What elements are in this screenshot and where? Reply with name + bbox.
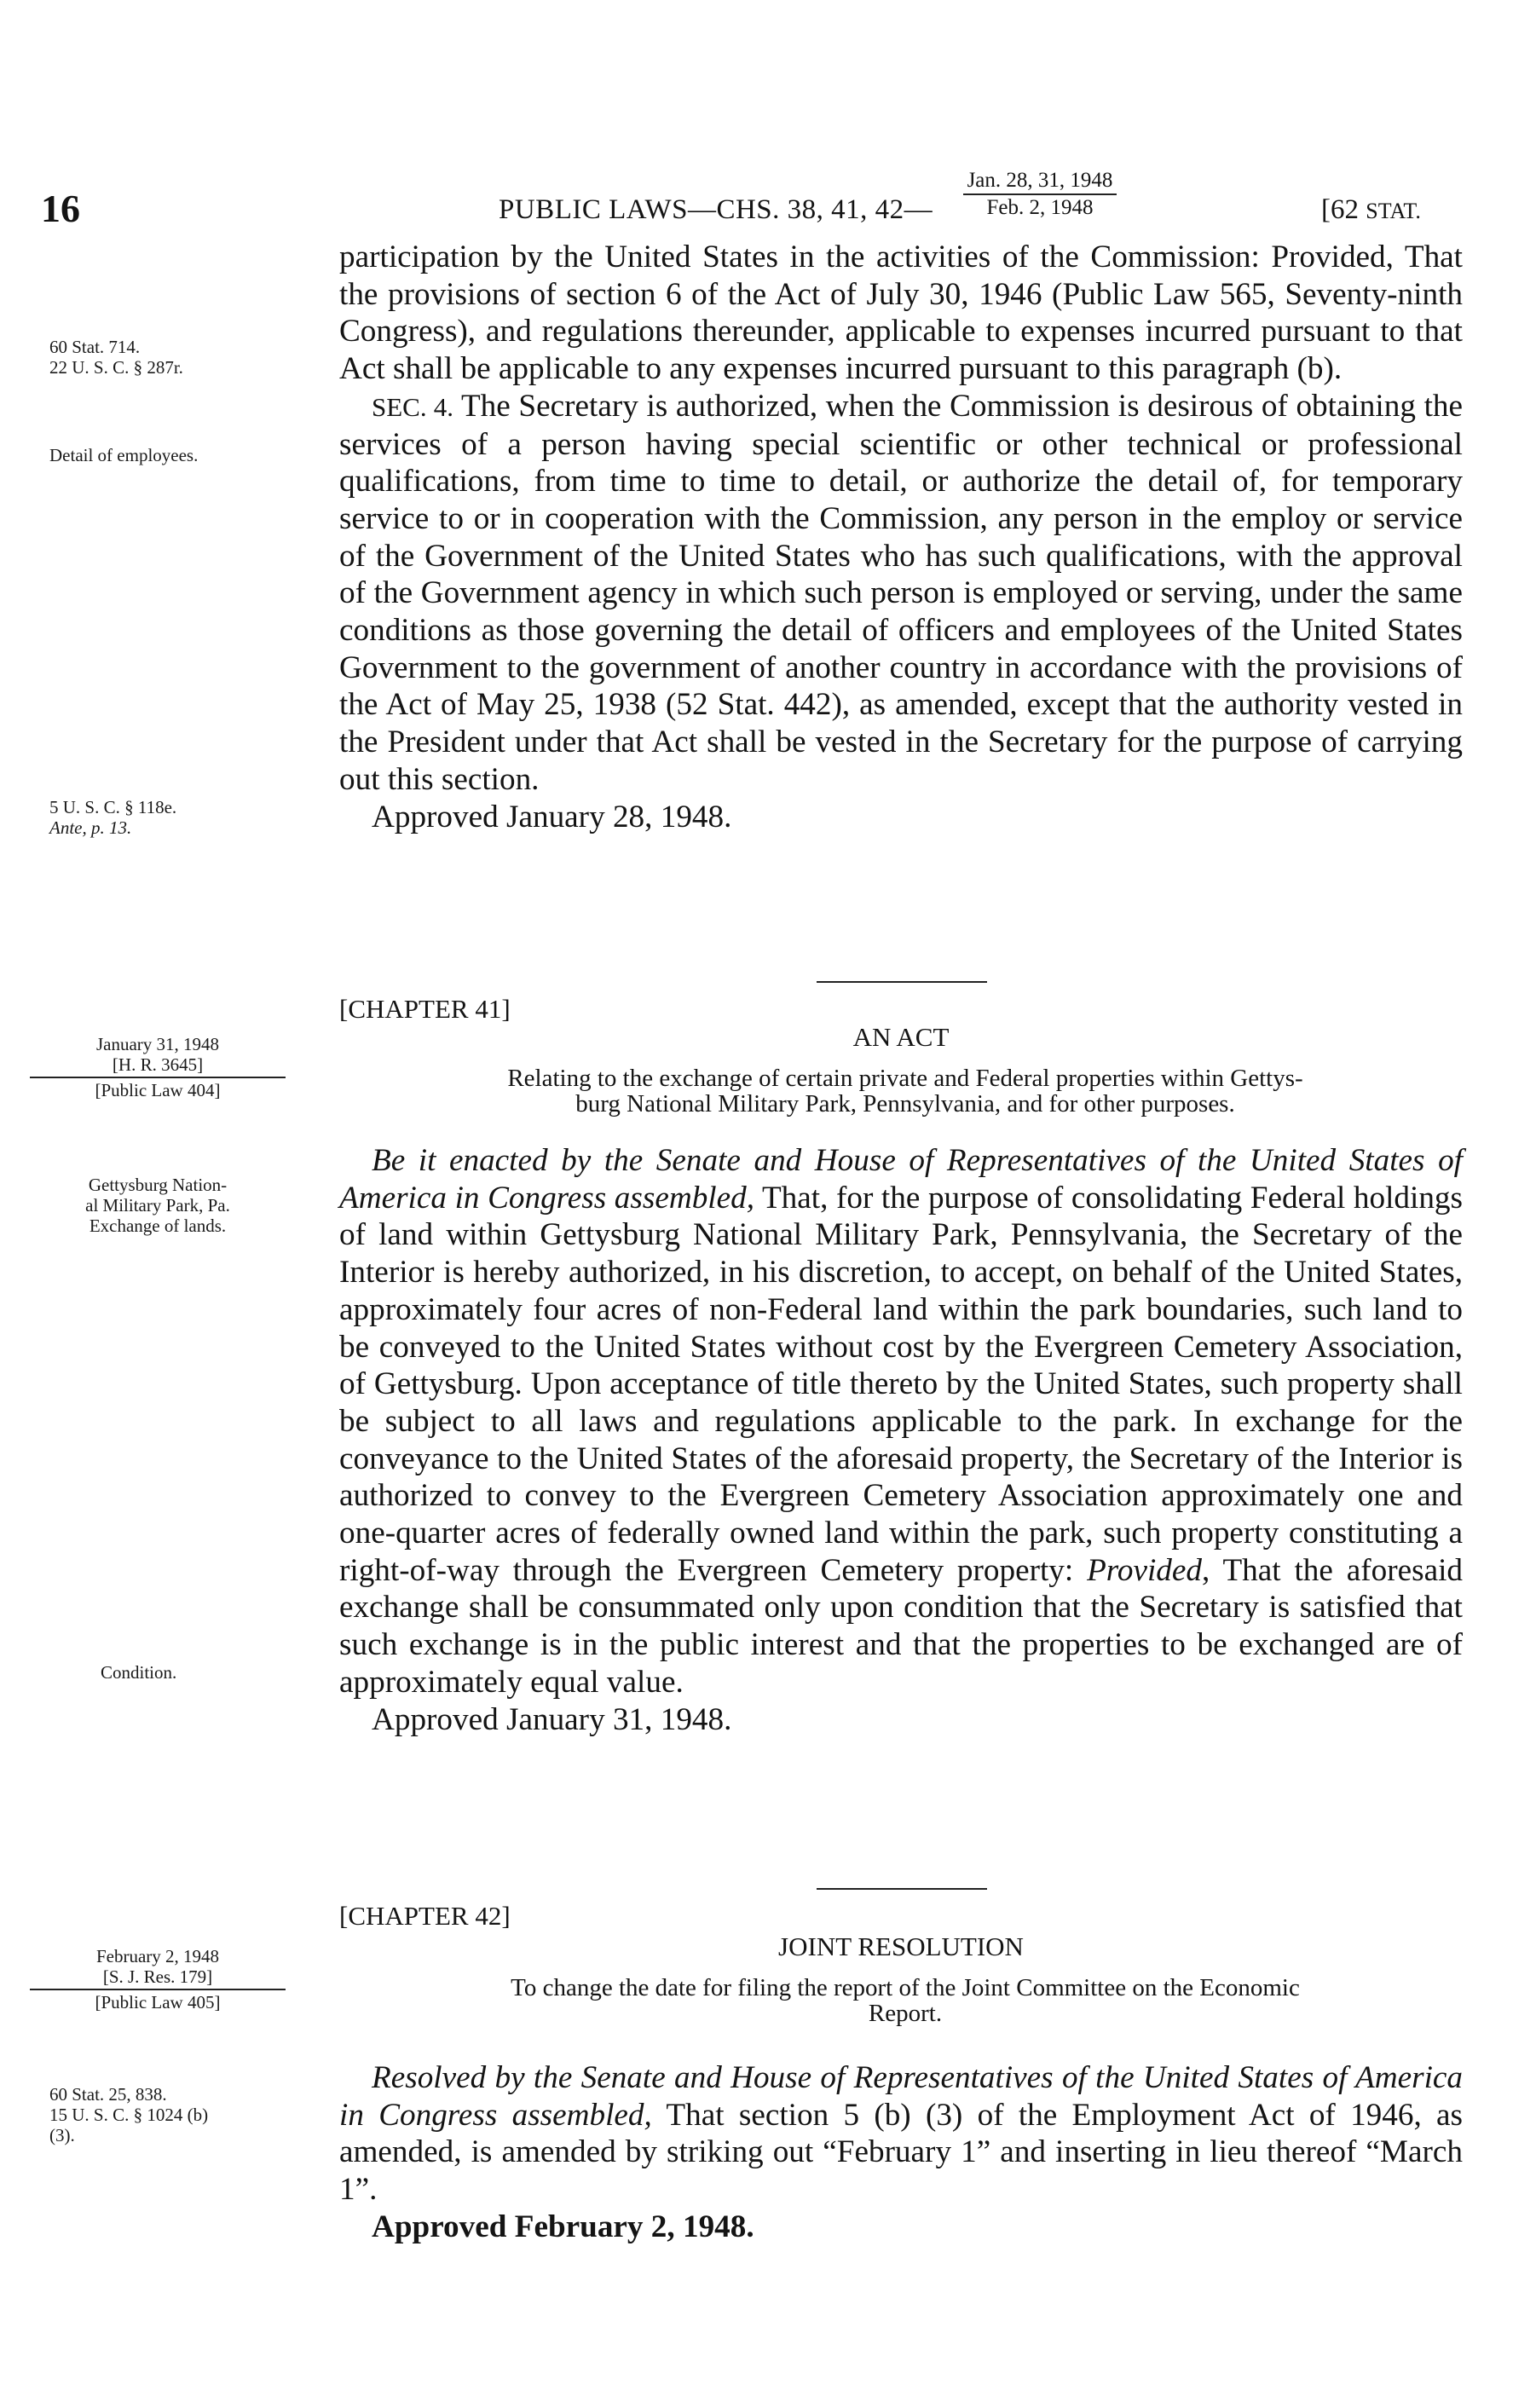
paragraph-text: That section 5 (b) (3) of the Employment Act of 1946, as amended, is amended by striking out “February 1” and inserting in lieu thereof “March 1”. <box>339 2097 1463 2208</box>
running-date-top: Jan. 28, 31, 1948 <box>963 169 1117 195</box>
margin-note-ch42-enactment <box>21 1946 294 2012</box>
margin-note-gettysburg <box>21 1175 294 1236</box>
margin-note-stat-714 <box>49 337 183 378</box>
joint-resolution-heading: JOINT RESOLUTION <box>778 1932 1024 1961</box>
paragraph-text: The Secretary is authorized, when the Commission is desirous of obtaining the services of a person having special scientific or other technical or professional qualifications, from time to time to detail, or authorize the detail of, for temporary service to or in cooperation with the Commission, any person in the employ or service of the Government of the United States who has such qualifications, with the approval of the Government agency in which such person is employed or serving, under the same conditions as those governing the detail of officers and employees of the United States Government to the government of another country in accordance with the provisions of the Act of May 25, 1938 (52 Stat. 442), as amended, except that the authority vested in the President under that Act shall be vested in the Secretary for the purpose of carrying out this section. <box>339 388 1464 797</box>
margin-note-condition: Condition. <box>101 1662 177 1683</box>
paragraph-text: , That the aforesaid exchange shall be consummated only upon condition that the Secretary is satisfied that such exchange is in the public interest and that the properties to be exchanged are of approximately equal value. <box>339 1552 1463 1700</box>
act-title-ch41 <box>351 1065 1459 1117</box>
running-title: PUBLIC LAWS—CHS. 38, 41, 42— <box>499 194 933 225</box>
chapter-40-text <box>339 239 1463 835</box>
margin-note-line: Gettysburg Nation- <box>88 1175 228 1195</box>
margin-note-detail-of-employees: Detail of employees. <box>49 445 199 465</box>
approval-line-ch42: Approved February 2, 1948. <box>372 2209 754 2244</box>
paragraph-ch41-body <box>339 1142 1463 1701</box>
stat-abbrev: STAT. <box>1366 199 1421 223</box>
paragraph-section-4 <box>339 388 1463 799</box>
act-title-line: Report. <box>868 2000 943 2027</box>
margin-note-stat-25-838 <box>49 2084 208 2145</box>
margin-note-line: Exchange of lands. <box>89 1216 227 1236</box>
margin-note-line: 60 Stat. 25, 838. <box>49 2084 167 2105</box>
approval-line-ch41: Approved January 31, 1948. <box>372 1701 732 1737</box>
act-heading: AN ACT <box>852 1022 950 1052</box>
proviso-word: Provided <box>1087 1552 1202 1588</box>
margin-note-ch41-enactment <box>21 1034 294 1100</box>
enacting-clause: Be it enacted by the Senate and House of Representatives of the United States of America in Congress assembled, <box>339 1143 1463 1216</box>
bill-number: [H. R. 3645] <box>112 1054 204 1075</box>
act-title-line: To change the date for filing the report of the Joint Committee on the Economic <box>511 1974 1300 2001</box>
act-title-line: burg National Military Park, Pennsylvania, and for other purposes. <box>575 1090 1235 1117</box>
bill-number: [S. J. Res. 179] <box>102 1966 213 1987</box>
chapter-42-label: [CHAPTER 42] <box>339 1901 511 1931</box>
running-stat <box>1321 194 1421 226</box>
public-law-number: [Public Law 405] <box>95 1992 221 2012</box>
paragraph-ch42-body <box>339 2059 1463 2209</box>
enactment-date: January 31, 1948 <box>95 1034 220 1054</box>
paragraph-text: That, for the purpose of consolidating Federal holdings of land within Gettysburg National Military Park, Pennsylvania, the Secretary of the Interior is hereby authorized, in his discretion, to accept, on behalf of the United States, approximately four acres of non-Federal land within the park boundaries, such land to be conveyed to the United States without cost by the Evergreen Cemetery Association, of Gettysburg. Upon acceptance of title thereto by the United States, such property shall be subject to all laws and regulations applicable to the park. In exchange for the conveyance to the United States of the aforesaid property, the Secretary of the Interior is authorized to convey to the Evergreen Cemetery Association approximately one and one-quarter acres of federally owned land within the park, such property constituting a right-of-way through the Evergreen Cemetery property: <box>339 1180 1463 1588</box>
running-dates <box>963 169 1117 220</box>
margin-rule <box>30 1989 286 1990</box>
approval-line-ch40: Approved January 28, 1948. <box>372 799 732 834</box>
chapter-41-label: [CHAPTER 41] <box>339 994 511 1024</box>
paragraph-text: participation by the United States in the activities of the Commission: Provided, That the provisions of section 6 of the Act of July 30, 1946 (Public Law 565, Seventy-ninth Congress), and regulations thereunder, applicable to expenses incurred pursuant to that Act shall be applicable to any expenses incurred pursuant to this paragraph (b). <box>339 240 1463 387</box>
page-number: 16 <box>41 187 80 230</box>
act-title-line: Relating to the exchange of certain private and Federal properties within Gettys- <box>507 1065 1303 1092</box>
enactment-date: February 2, 1948 <box>95 1946 220 1966</box>
chapter-42-text <box>339 2059 1463 2246</box>
resolution-title-ch42 <box>351 1975 1459 2026</box>
section-divider <box>817 1888 987 1890</box>
margin-rule <box>30 1077 286 1078</box>
public-law-number: [Public Law 404] <box>95 1080 221 1100</box>
chapter-41-text <box>339 1142 1463 1738</box>
resolving-clause: Resolved by the Senate and House of Representatives of the United States of America in Congress assembled, <box>339 2060 1463 2133</box>
margin-note-line: al Military Park, Pa. <box>85 1195 230 1216</box>
margin-note-line: Ante, p. 13. <box>49 817 132 838</box>
stat-volume: [62 <box>1321 194 1366 225</box>
margin-note-usc-118e <box>49 797 176 838</box>
running-date-bottom: Feb. 2, 1948 <box>986 196 1094 219</box>
margin-note-line: 60 Stat. 714. <box>49 337 141 357</box>
margin-note-line: 15 U. S. C. § 1024 (b) <box>49 2105 209 2125</box>
section-label: SEC. 4. <box>372 391 453 422</box>
margin-note-line: 22 U. S. C. § 287r. <box>49 357 183 378</box>
paragraph-participation <box>339 239 1463 388</box>
section-divider <box>817 981 987 983</box>
margin-note-line: (3). <box>49 2125 75 2145</box>
margin-note-line: 5 U. S. C. § 118e. <box>49 797 177 817</box>
